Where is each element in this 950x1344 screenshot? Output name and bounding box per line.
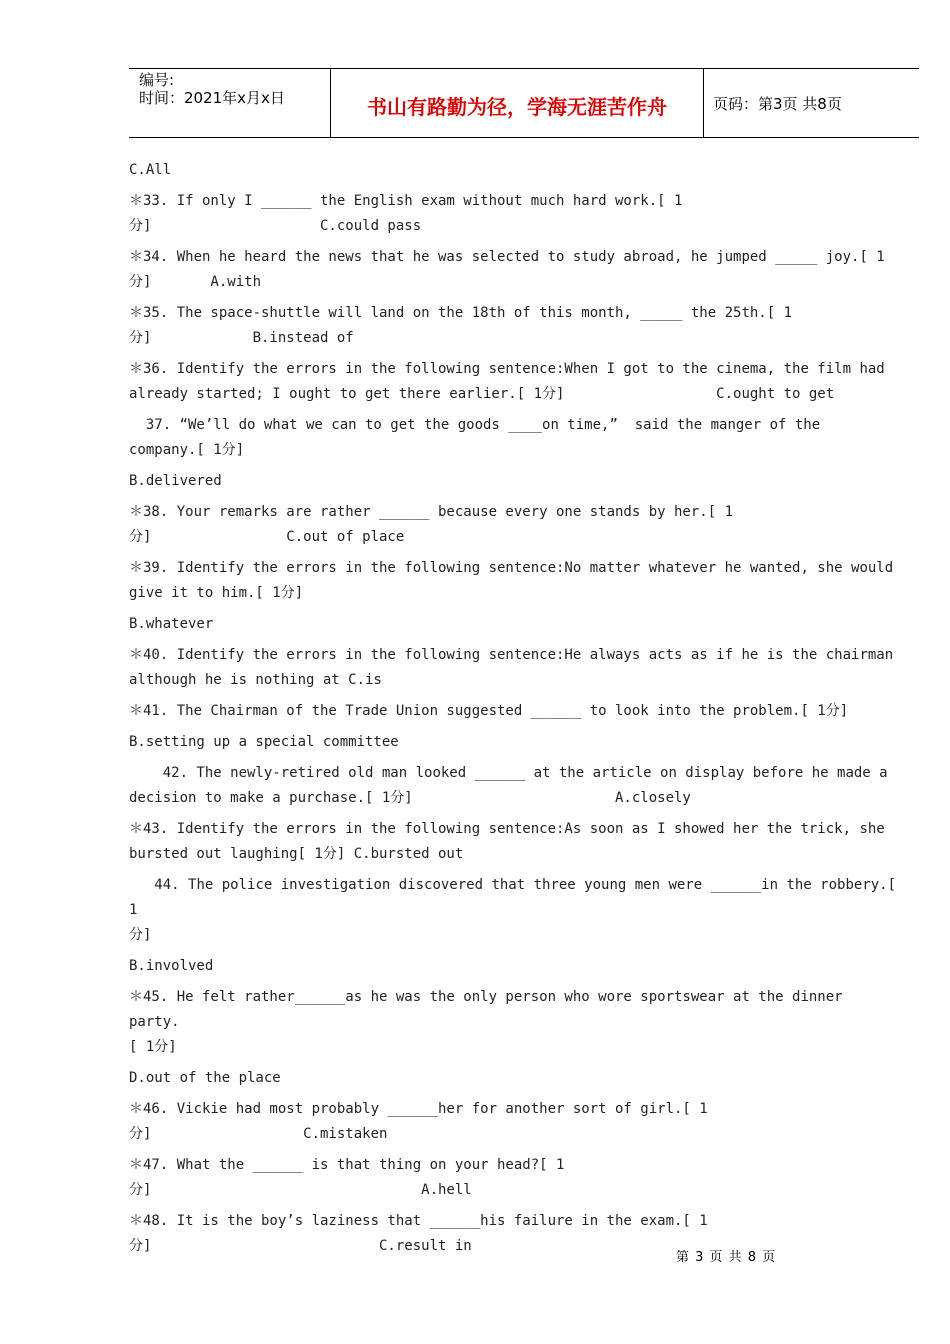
question-line: ＊39. Identify the errors in the following sentence:No matter whatever he wanted, she would xyxy=(129,560,894,576)
question-line: bursted out laughing[ 1分] C.bursted out xyxy=(129,846,464,862)
question-line: ＊40. Identify the errors in the following sentence:He always acts as if he is the chairman xyxy=(129,647,894,663)
question-line: B.whatever xyxy=(129,616,214,632)
question-line: ＊47. What the ______ is that thing on your head?[ 1 xyxy=(129,1157,565,1173)
question-line: 37. “We’ll do what we can to get the goods ____on time,” said the manger of the xyxy=(129,417,821,433)
question-line: C.All xyxy=(129,162,172,178)
question-item xyxy=(129,954,899,979)
question-item xyxy=(129,1097,899,1147)
question-item xyxy=(129,817,899,867)
question-item xyxy=(129,761,899,811)
question-line: ＊35. The space-shuttle will land on the 18th of this month, _____ the 25th.[ 1 xyxy=(129,305,793,321)
question-line: B.involved xyxy=(129,958,214,974)
question-item xyxy=(129,612,899,637)
question-line: 分] C.mistaken xyxy=(129,1126,388,1142)
question-item xyxy=(129,158,899,183)
question-item xyxy=(129,643,899,693)
question-list xyxy=(129,158,905,1265)
page-footer: 第 3 页 共 8 页 xyxy=(676,1250,777,1265)
question-item xyxy=(129,245,899,295)
motto: 书山有路勤为径，学海无涯苦作舟 xyxy=(367,95,667,119)
question-item xyxy=(129,301,899,351)
question-line: 分] C.could pass xyxy=(129,218,422,234)
question-item xyxy=(129,730,899,755)
page-label: 页码：第3页 共8页 xyxy=(713,95,842,113)
question-line: 分] xyxy=(129,927,152,943)
question-line: D.out of the place xyxy=(129,1070,281,1086)
question-line: B.delivered xyxy=(129,473,222,489)
question-line: 44. The police investigation discovered that three young men were ______in the robbery.[ 1 xyxy=(129,877,905,918)
question-item xyxy=(129,556,899,606)
question-line: give it to him.[ 1分] xyxy=(129,585,304,601)
question-item xyxy=(129,413,899,463)
question-line: ＊38. Your remarks are rather ______ because every one stands by her.[ 1 xyxy=(129,504,734,520)
question-item xyxy=(129,469,899,494)
header-meta xyxy=(139,71,285,107)
question-line: although he is nothing at C.is xyxy=(129,672,382,688)
question-item xyxy=(129,699,899,724)
question-line: ＊46. Vickie had most probably ______her for another sort of girl.[ 1 xyxy=(129,1101,708,1117)
question-line: ＊45. He felt rather______as he was the only person who wore sportswear at the dinner party. xyxy=(129,989,852,1030)
header-divider xyxy=(703,69,704,137)
time-label: 时间：2021年x月x日 xyxy=(139,89,285,107)
question-line: 分] C.result in xyxy=(129,1238,472,1254)
question-item xyxy=(129,1066,899,1091)
question-item xyxy=(129,1209,899,1259)
question-line: B.setting up a special committee xyxy=(129,734,399,750)
question-line: 分] C.out of place xyxy=(129,529,405,545)
question-line: 42. The newly-retired old man looked ______ at the article on display before he made a xyxy=(129,765,888,781)
question-item xyxy=(129,985,899,1060)
number-label: 编号: xyxy=(139,71,175,89)
question-line: 分] A.hell xyxy=(129,1182,472,1198)
question-line: already started; I ought to get there earlier.[ 1分] C.ought to get xyxy=(129,386,835,402)
question-item xyxy=(129,1153,899,1203)
question-line: ＊34. When he heard the news that he was selected to study abroad, he jumped _____ joy.[ 1 xyxy=(129,249,885,265)
question-line: [ 1分] xyxy=(129,1039,177,1055)
question-line: ＊36. Identify the errors in the following sentence:When I got to the cinema, the film had xyxy=(129,361,885,377)
question-line: 分] B.instead of xyxy=(129,330,354,346)
question-line: 分] A.with xyxy=(129,274,262,290)
page-header xyxy=(129,68,919,138)
question-line: company.[ 1分] xyxy=(129,442,245,458)
question-line: ＊33. If only I ______ the English exam without much hard work.[ 1 xyxy=(129,193,683,209)
question-line: ＊41. The Chairman of the Trade Union suggested ______ to look into the problem.[ 1分] xyxy=(129,703,849,719)
question-item xyxy=(129,189,899,239)
question-item xyxy=(129,873,905,948)
question-line: decision to make a purchase.[ 1分] A.closely xyxy=(129,790,691,806)
question-line: ＊48. It is the boy’s laziness that ______his failure in the exam.[ 1 xyxy=(129,1213,708,1229)
question-item xyxy=(129,357,899,407)
question-item xyxy=(129,500,899,550)
question-line: ＊43. Identify the errors in the following sentence:As soon as I showed her the trick, she xyxy=(129,821,885,837)
